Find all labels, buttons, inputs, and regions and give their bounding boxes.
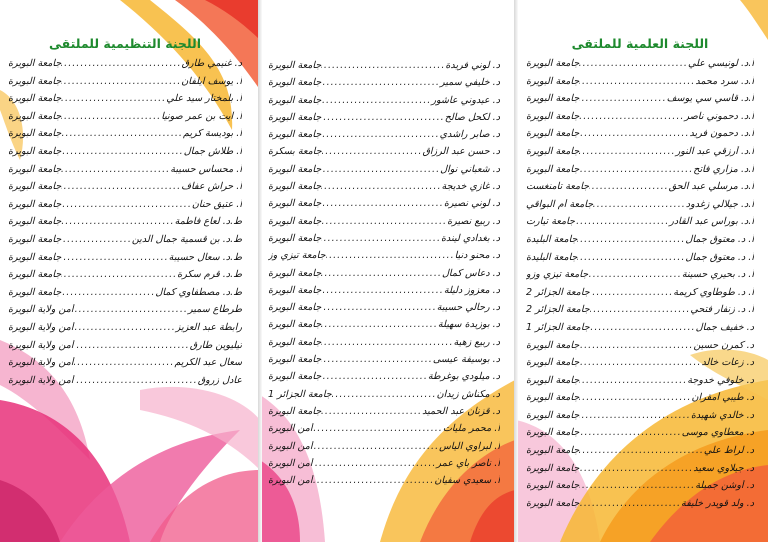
member-affiliation: جامعة البويرة [8,269,62,281]
dot-leader [579,357,701,368]
member-affiliation: جامعة الجزائر 1 [268,388,332,400]
dot-leader [588,269,682,280]
member-name: أ. د. طوطاوي كريمة [673,286,754,298]
dot-leader [589,181,669,192]
member-name: أ. د. معتوق جمال [685,233,754,245]
dot-leader [579,146,675,157]
member-affiliation: جامعة البويرة [268,336,322,348]
member-affiliation: جامعة البويرة [268,232,322,244]
member-affiliation: جامعة البويرة [526,480,580,492]
member-name: د. معزوز دليلة [443,284,500,296]
member-name: د. قزنان عبد الحميد [422,405,500,417]
member-row [8,269,242,287]
member-row [526,76,754,94]
member-row [526,146,754,164]
member-name: أ.د. بوراس عبد القادر [669,216,754,228]
member-name: د. مكناش زيدان [436,388,500,400]
member-affiliation: جامعة تيارت [526,216,575,228]
member-name: د. خليفي سمير [439,77,500,89]
dot-leader [321,371,428,382]
member-row [526,234,754,252]
member-affiliation: جامعة البويرة [268,129,322,141]
dot-leader [61,146,183,157]
dot-leader [321,112,444,123]
member-name: أ. لبراوي الياس [439,440,500,452]
member-row [8,216,242,234]
member-row [526,445,754,463]
member-row [268,95,500,112]
member-row [526,340,754,358]
member-name: د. خلوفي خدوجة [687,374,754,386]
member-affiliation: أمن البويرة [268,457,313,469]
member-affiliation: جامعة البويرة [8,251,62,263]
member-row [526,269,754,287]
member-row [8,234,242,252]
member-name: أ.د. مزاري فاتح [693,163,754,175]
dot-leader [61,234,132,245]
member-name: د. عيدوني عاشور [431,94,500,106]
dot-leader [313,458,437,469]
member-row [526,498,754,516]
member-row [8,287,242,305]
member-affiliation: جامعة البويرة [268,94,322,106]
member-name: د. خالدي شهيدة [690,409,754,421]
dot-leader [74,375,198,386]
dot-leader [579,58,688,69]
member-name: أ. د. بحيري حسينة [681,269,754,281]
dot-leader [313,475,435,486]
member-name: أ. د. معتوق جمال [685,251,754,263]
member-name: أ. د. زنفار فتحي [690,304,754,316]
member-row [526,480,754,498]
member-affiliation: جامعة البويرة [526,427,580,439]
member-affiliation: جامعة البويرة [8,58,62,69]
member-affiliation: أمن ولاية البويرة [8,304,74,316]
dot-leader [590,287,674,298]
dot-leader [74,340,190,351]
member-affiliation: جامعة البويرة [268,405,322,417]
dot-leader [321,354,433,365]
dot-leader [321,60,445,71]
member-row [268,60,500,77]
member-affiliation: جامعة البويرة [268,215,322,227]
member-name: د. كمرن حسين [693,339,754,351]
organizing-committee-panel [0,0,260,542]
dot-leader [61,76,181,87]
member-affiliation: أمن ولاية البويرة [8,321,74,333]
member-row [268,216,500,233]
member-name: د. معطاوي موسى [681,427,754,439]
member-name: د. طيبي أمقران [691,392,754,404]
member-name: أ. آيت بن عمر صونيا [161,110,242,122]
member-name: أ.د. قاسي سي يوسف [666,93,754,105]
member-row [526,128,754,146]
member-affiliation: أمن البويرة [268,440,313,452]
member-affiliation: جامعة البويرة [268,60,322,71]
member-affiliation: جامعة البويرة [526,339,580,351]
member-row [526,375,754,393]
member-affiliation: أمن ولاية البويرة [8,357,74,369]
member-affiliation: جامعة البويرة [8,110,62,122]
member-row [8,252,242,270]
dot-leader [321,164,440,175]
dot-leader [579,463,693,474]
member-affiliation: جامعة البويرة [526,128,580,140]
member-affiliation: جامعة البويرة [268,354,322,366]
scientific-committee-title: اللجنة العلمية للملتقى [571,36,709,51]
member-name: سعال عبد الكريم [174,357,242,369]
member-affiliation: جامعة تيزي وزو [526,269,589,281]
member-name: د. غنيمي طارق [181,58,242,69]
member-affiliation: أمن البويرة [268,475,313,487]
member-affiliation: جامعة البويرة [8,93,62,105]
member-name: أ. بلمختار سيد علي [166,93,242,105]
member-affiliation: جامعة البويرة [526,110,580,122]
member-affiliation: أمن ولاية البويرة [8,374,74,386]
member-row [268,129,500,146]
member-row [526,304,754,322]
member-affiliation: جامعة البويرة [526,409,580,421]
dot-leader [579,410,691,421]
member-row [526,164,754,182]
dot-leader [313,423,443,434]
member-name: ط.د. سعال حسيبة [168,251,242,263]
dot-leader [74,304,188,315]
dot-leader [321,181,441,192]
dot-leader [321,198,444,209]
dot-leader [321,302,437,313]
dot-leader [579,164,693,175]
member-affiliation: جامعة البويرة [526,145,580,157]
dot-leader [575,216,669,227]
member-row [8,164,242,182]
dot-leader [579,445,704,456]
member-name: أ.د. أرزقي عبد النور [675,145,754,157]
member-row [268,233,500,250]
dot-leader [74,322,176,333]
dot-leader [61,181,181,192]
member-affiliation: أمن ولاية البويرة [8,339,74,351]
dot-leader [590,322,696,333]
member-affiliation: جامعة البويرة [268,302,322,314]
member-affiliation: جامعة البويرة [526,392,580,404]
member-affiliation: جامعة البويرة [8,128,62,140]
member-affiliation: جامعة البويرة [526,357,580,369]
member-name: ط.د. بن قسمية جمال الدين [131,233,242,245]
member-row [268,423,500,440]
scientific-committee-panel [516,0,768,542]
dot-leader [332,389,437,400]
member-name: د. جيلاوي سعيد [693,462,754,474]
member-name: تيليوين طارق [189,339,242,351]
member-row [8,58,242,76]
member-row [8,340,242,358]
member-name: أ. طلاش جمال [183,145,242,157]
member-name: أ.د. دحموني ناصر [684,110,754,122]
member-affiliation: جامعة البويرة [8,181,62,193]
member-row [268,268,500,285]
dot-leader [579,76,695,87]
dot-leader [579,340,693,351]
member-affiliation: جامعة البويرة [526,163,580,175]
member-name: أ. يوسف آيلفان [181,75,242,87]
dot-leader [61,164,170,175]
member-affiliation: جامعة تامنغست [526,181,590,193]
dot-leader [321,129,439,140]
member-row [268,164,500,181]
member-affiliation: جامعة البويرة [8,286,62,298]
dot-leader [579,128,689,139]
member-row [8,199,242,217]
dot-leader [579,375,687,386]
dot-leader [579,480,695,491]
member-name: عادل زروق [197,374,242,386]
member-row [526,58,754,76]
organizing-committee-list [8,58,242,392]
member-affiliation: جامعة البويرة [268,77,322,89]
member-name: أ.د. لونيسي علي [687,58,754,69]
member-row [8,322,242,340]
member-row [526,93,754,111]
member-affiliation: جامعة البويرة [8,198,62,210]
member-affiliation: جامعة البويرة [268,181,322,193]
dot-leader [321,337,453,348]
member-affiliation: جامعة البويرة [526,93,580,105]
scientific-committee-list [526,58,754,515]
member-name: أ. محساس حسيبة [170,163,242,175]
member-row [526,322,754,340]
member-row [268,250,500,267]
member-row [526,287,754,305]
member-name: أ.د. مرسلي عبد الحق [668,181,754,193]
scientific-committee-continued-panel [260,0,516,542]
member-affiliation: جامعة البويرة [268,163,322,175]
dot-leader [61,287,155,298]
dot-leader [590,304,691,315]
member-row [268,285,500,302]
member-affiliation: جامعة الجزائر 2 [526,304,590,316]
member-row [8,128,242,146]
member-name: أ. ناصر باي عمر [436,457,500,469]
member-affiliation: جامعة أم البواقي [526,198,594,210]
member-affiliation: جامعة الجزائر 1 [526,321,590,333]
member-row [8,357,242,375]
dot-leader [321,233,441,244]
member-name: د. ربيع زهية [453,336,500,348]
member-affiliation: جامعة البويرة [8,163,62,175]
member-row [526,463,754,481]
member-affiliation: جامعة البويرة [268,284,322,296]
member-affiliation: جامعة الجزائر 2 [526,286,590,298]
member-row [268,302,500,319]
member-row [268,371,500,388]
member-row [268,198,500,215]
member-affiliation: جامعة البويرة [268,198,322,210]
member-row [526,181,754,199]
member-affiliation: جامعة البويرة [268,371,322,383]
member-name: د. غازي خديجة [441,181,500,193]
member-row [526,252,754,270]
member-row [268,475,500,492]
member-affiliation: جامعة البويرة [526,445,580,457]
member-affiliation: جامعة تيزي وز [268,250,326,262]
member-row [8,111,242,129]
member-name: طرطاع سمير [187,304,242,316]
member-name: د. زعات خالد [701,357,754,369]
dot-leader [579,498,681,509]
dot-leader [577,234,685,245]
dot-leader [321,268,442,279]
member-name: د. دعاس كمال [441,267,500,279]
dot-leader [579,93,666,104]
member-name: أ. سعيدي سفيان [434,475,500,487]
dot-leader [61,58,181,69]
dot-leader [577,252,685,263]
member-name: د. شعباني نوال [440,163,500,175]
member-name: أ. عتيق حنان [191,198,242,210]
member-name: د. حسن عبد الرزاق [422,146,500,158]
member-row [526,111,754,129]
member-row [268,146,500,163]
dot-leader [579,111,684,122]
scientific-committee-continued-list [268,60,500,492]
member-name: أ. حراش عفاف [181,181,242,193]
member-name: د. ربيع نصيرة [447,215,500,227]
member-row [268,181,500,198]
member-name: د. لراط علي [703,445,754,457]
dot-leader [322,146,423,157]
dot-leader [579,427,681,438]
member-affiliation: جامعة البويرة [526,58,580,69]
member-name: د. رحالي حسيبة [436,302,500,314]
member-row [8,304,242,322]
member-affiliation: جامعة البويرة [526,374,580,386]
member-row [8,93,242,111]
member-name: رابطة عبد العزيز [175,321,242,333]
member-name: د. أوشن جميلة [695,480,754,492]
member-row [268,319,500,336]
organizing-committee-title: اللجنة التنظيمية للملتقى [48,36,202,51]
member-row [268,441,500,458]
member-name: د. بغدادي ليندة [441,232,500,244]
member-name: د. بوسيفة عيسى [432,354,500,366]
member-row [268,406,500,423]
member-name: ط.د. قرم سكرة [177,269,242,281]
member-name: د. لوني فريدة [445,60,500,71]
dot-leader [593,199,686,210]
member-name: د. خفيف جمال [695,321,754,333]
dot-leader [61,93,166,104]
dot-leader [321,406,422,417]
member-name: ط.د. لعاع فاطمة [174,216,242,228]
member-affiliation: جامعة البليدة [526,233,578,245]
member-row [526,199,754,217]
member-affiliation: جامعة البويرة [526,462,580,474]
dot-leader [313,441,440,452]
member-row [268,458,500,475]
member-affiliation: جامعة البويرة [268,111,322,123]
member-row [526,410,754,428]
member-affiliation: جامعة البويرة [8,75,62,87]
member-affiliation: جامعة البويرة [268,267,322,279]
dot-leader [61,128,183,139]
member-affiliation: جامعة البليدة [526,251,578,263]
member-row [526,357,754,375]
member-row [268,112,500,129]
member-name: د. ميلودي بوغرطة [427,371,500,383]
dot-leader [61,216,174,227]
member-name: د. لكحل صالح [444,111,500,123]
member-affiliation: جامعة البويرة [526,75,580,87]
member-name: د. محنو دنيا [454,250,500,262]
member-affiliation: جامعة البويرة [8,216,62,228]
member-affiliation: جامعة البويرة [8,145,62,157]
dot-leader [321,77,440,88]
member-affiliation: جامعة البويرة [526,497,580,509]
dot-leader [579,392,691,403]
member-name: أ. بوديسة كريم [182,128,242,140]
member-name: د. صابر راشدي [439,129,500,141]
member-name: أ.د. سرد محمد [695,75,754,87]
dot-leader [61,269,177,280]
dot-leader [74,357,175,368]
member-row [268,77,500,94]
member-row [526,216,754,234]
member-affiliation: جامعة البويرة [8,233,62,245]
dot-leader [321,319,438,330]
member-row [268,354,500,371]
member-row [526,427,754,445]
member-name: ط.د. مصطفاوي كمال [155,286,242,298]
member-name: أ.د. جيلالي زغدود [685,198,754,210]
member-row [8,76,242,94]
dot-leader [61,252,168,263]
member-row [8,375,242,393]
dot-leader [321,216,447,227]
member-row [268,337,500,354]
member-name: أ.د. دحمون فريد [689,128,754,140]
dot-leader [321,285,444,296]
dot-leader [326,250,455,261]
member-name: د. بوزيدة سهيلة [437,319,500,331]
member-name: أ. محمر مليات [442,423,500,435]
member-row [268,389,500,406]
member-affiliation: جامعة البويرة [268,319,322,331]
member-name: د. ولد قويدر خليفة [681,497,754,509]
member-affiliation: أمن البويرة [268,423,313,435]
dot-leader [61,199,192,210]
dot-leader [321,95,431,106]
member-row [8,181,242,199]
member-affiliation: جامعة بسكرة [268,146,322,158]
member-row [526,392,754,410]
member-row [8,146,242,164]
dot-leader [61,111,161,122]
member-name: د. لوني نصيرة [443,198,500,210]
